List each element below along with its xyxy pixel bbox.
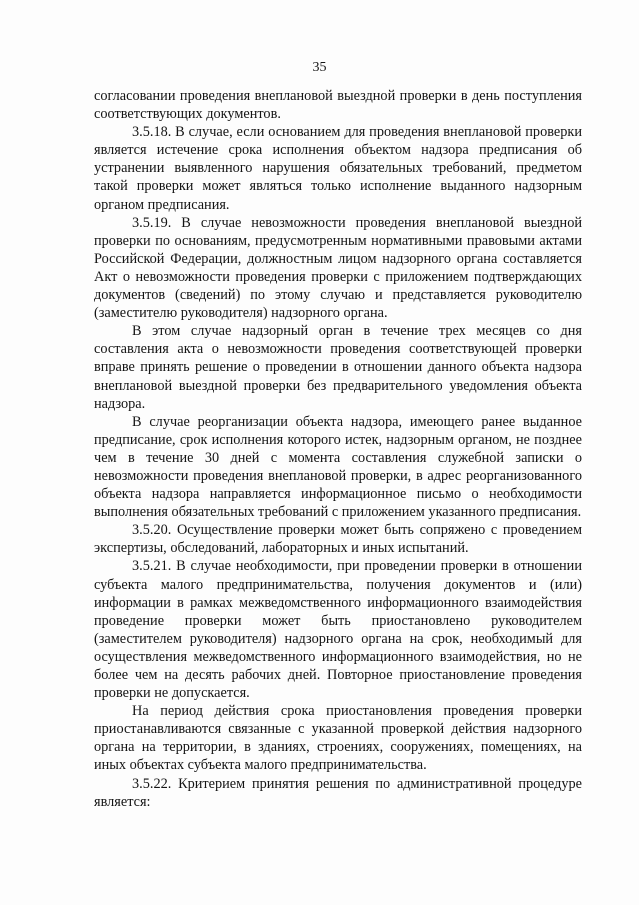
page-number: 35 <box>312 60 327 75</box>
paragraph-continuation: согласовании проведения внеплановой выездной проверки в день поступления соответствующих документов. <box>94 88 582 123</box>
paragraph-3-5-20: 3.5.20. Осуществление проверки может быть сопряжено с проведением экспертизы, обследований, лабораторных и иных испытаний. <box>94 522 582 557</box>
paragraph-three-month-decision: В этом случае надзорный орган в течение трех месяцев со дня составления акта о невозможности проведения соответствующей проверки вправе принять решение о проведении в отношении данного объекта надзора внеплановой выездной проверки без предварительного уведомления объекта надзора. <box>94 323 582 412</box>
body-text <box>94 87 582 811</box>
paragraph-reorganization: В случае реорганизации объекта надзора, имеющего ранее выданное предписание, срок исполнения которого истек, надзорным органом, не позднее чем в течение 30 дней с момента составления служебной записки о невозможности проведения внеплановой проверки, в адрес реорганизованного объекта надзора направляется информационное письмо о необходимости выполнения обязательных требований с приложением указанного предписания. <box>94 413 582 521</box>
paragraph-suspension-period: На период действия срока приостановления проведения проверки приостанавливаются связанные с указанной проверкой действия надзорного органа на территории, в зданиях, строениях, сооружениях, помещениях, на иных объектах субъекта малого предпринимательства. <box>94 703 582 774</box>
paragraph-3-5-18: 3.5.18. В случае, если основанием для проведения внеплановой проверки является истечение срока исполнения объектом надзора предписания об устранении выявленного нарушения обязательных требований, предметом такой проверки может являться только исполнение выданного надзорным органом предписания. <box>94 124 582 213</box>
paragraph-3-5-22: 3.5.22. Критерием принятия решения по административной процедуре является: <box>94 775 582 810</box>
paragraph-3-5-21: 3.5.21. В случае необходимости, при проведении проверки в отношении субъекта малого предпринимательства, получения документов и (или) информации в рамках межведомственного информационного взаимодействия проведение проверки может быть приостановлено руководителем (заместителем руководителя) надзорного органа на срок, необходимый для осуществления межведомственного информационного взаимодействия, но не более чем на десять рабочих дней. Повторное приостановление проведения проверки не допускается. <box>94 558 582 702</box>
paragraph-3-5-19: 3.5.19. В случае невозможности проведения внеплановой выездной проверки по основаниям, предусмотренным нормативными правовыми актами Российской Федерации, должностным лицом надзорного органа составляется Акт о невозможности проведения проверки с приложением подтверждающих документов (сведений) по этому случаю и представляется руководителю (заместителю руководителя) надзорного органа. <box>94 214 582 322</box>
